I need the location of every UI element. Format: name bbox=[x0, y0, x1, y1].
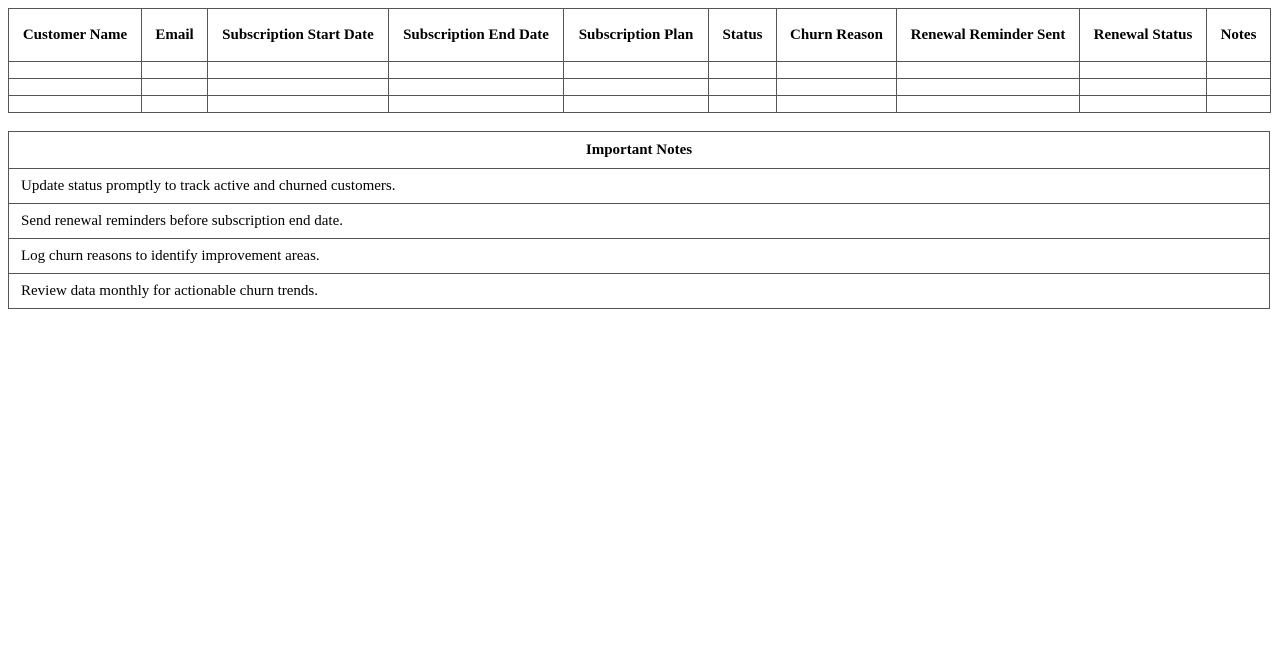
header-notes: Notes bbox=[1207, 9, 1271, 62]
notes-title: Important Notes bbox=[9, 132, 1270, 169]
header-renewal-status: Renewal Status bbox=[1080, 9, 1207, 62]
table-cell[interactable] bbox=[777, 96, 897, 113]
subscription-tracker-table bbox=[8, 8, 1271, 113]
table-cell[interactable] bbox=[208, 96, 389, 113]
header-renewal-reminder-sent: Renewal Reminder Sent bbox=[897, 9, 1080, 62]
table-cell[interactable] bbox=[1207, 62, 1271, 79]
table-cell[interactable] bbox=[389, 62, 564, 79]
notes-header-row bbox=[9, 132, 1270, 169]
header-customer-name: Customer Name bbox=[9, 9, 142, 62]
table-cell[interactable] bbox=[389, 79, 564, 96]
note-text: Review data monthly for actionable churn trends. bbox=[9, 274, 1270, 309]
table-row bbox=[9, 62, 1271, 79]
table-header-row bbox=[9, 9, 1271, 62]
table-cell[interactable] bbox=[777, 79, 897, 96]
table-cell[interactable] bbox=[564, 62, 709, 79]
table-row bbox=[9, 79, 1271, 96]
table-cell[interactable] bbox=[1207, 96, 1271, 113]
table-cell[interactable] bbox=[142, 62, 208, 79]
table-cell[interactable] bbox=[9, 62, 142, 79]
table-cell[interactable] bbox=[208, 79, 389, 96]
header-churn-reason: Churn Reason bbox=[777, 9, 897, 62]
list-item bbox=[9, 169, 1270, 204]
table-cell[interactable] bbox=[1080, 79, 1207, 96]
table-cell[interactable] bbox=[1080, 62, 1207, 79]
header-subscription-plan: Subscription Plan bbox=[564, 9, 709, 62]
table-row bbox=[9, 96, 1271, 113]
list-item bbox=[9, 274, 1270, 309]
important-notes-table bbox=[8, 131, 1270, 309]
table-cell[interactable] bbox=[208, 62, 389, 79]
table-cell[interactable] bbox=[709, 96, 777, 113]
table-cell[interactable] bbox=[897, 79, 1080, 96]
table-cell[interactable] bbox=[564, 96, 709, 113]
list-item bbox=[9, 239, 1270, 274]
table-cell[interactable] bbox=[564, 79, 709, 96]
table-cell[interactable] bbox=[9, 79, 142, 96]
note-text: Log churn reasons to identify improvement areas. bbox=[9, 239, 1270, 274]
table-cell[interactable] bbox=[897, 96, 1080, 113]
table-cell[interactable] bbox=[897, 62, 1080, 79]
table-cell[interactable] bbox=[9, 96, 142, 113]
header-subscription-end-date: Subscription End Date bbox=[389, 9, 564, 62]
table-cell[interactable] bbox=[389, 96, 564, 113]
table-cell[interactable] bbox=[709, 62, 777, 79]
table-cell[interactable] bbox=[142, 96, 208, 113]
header-email: Email bbox=[142, 9, 208, 62]
note-text: Send renewal reminders before subscription end date. bbox=[9, 204, 1270, 239]
header-subscription-start-date: Subscription Start Date bbox=[208, 9, 389, 62]
table-cell[interactable] bbox=[777, 62, 897, 79]
table-cell[interactable] bbox=[709, 79, 777, 96]
header-status: Status bbox=[709, 9, 777, 62]
list-item bbox=[9, 204, 1270, 239]
note-text: Update status promptly to track active and churned customers. bbox=[9, 169, 1270, 204]
table-cell[interactable] bbox=[1207, 79, 1271, 96]
table-cell[interactable] bbox=[1080, 96, 1207, 113]
table-cell[interactable] bbox=[142, 79, 208, 96]
